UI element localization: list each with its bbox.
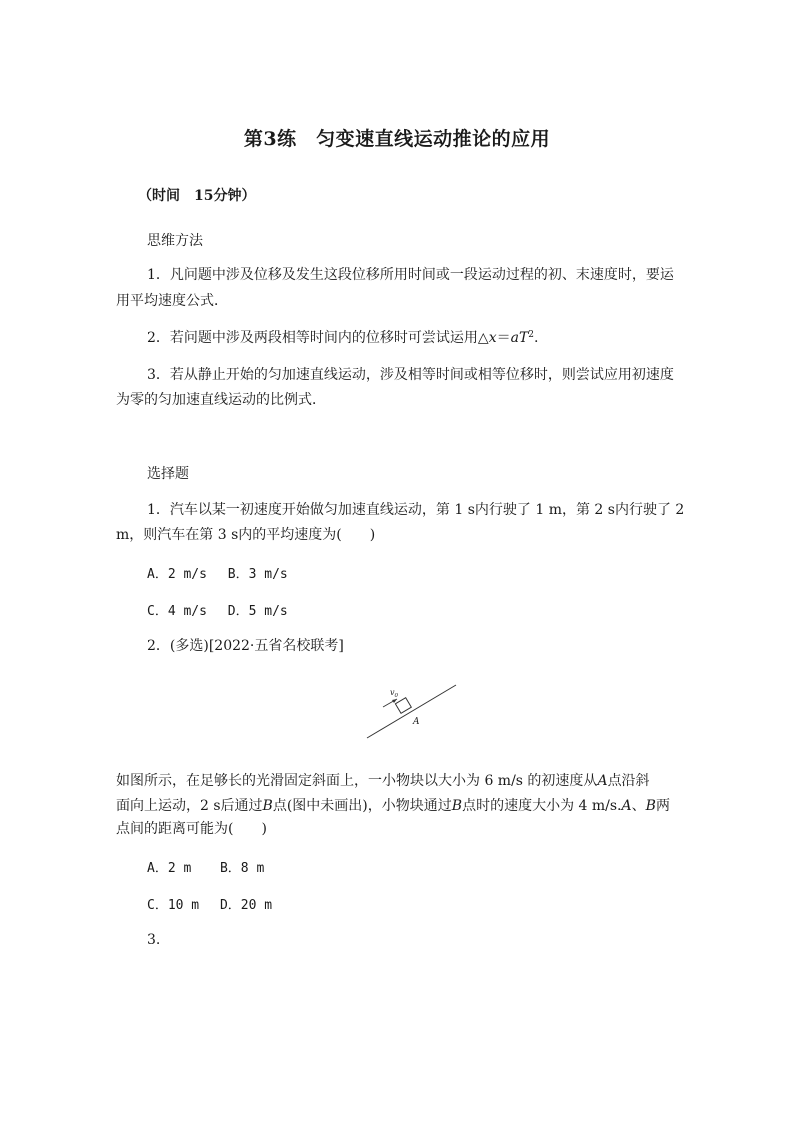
incline-line (367, 685, 456, 738)
formula-end: . (534, 330, 539, 346)
q1-line-2: m，则汽车在第 3 s内的平均速度为( ) (116, 527, 376, 543)
formula-aT: aT (510, 330, 529, 346)
method-item-2-text: 2．若问题中涉及两段相等时间内的位移时可尝试运用△ (147, 330, 489, 346)
formula-sup: 2 (528, 330, 535, 340)
arrow-head (392, 699, 397, 703)
q3-number: 3. (147, 932, 161, 948)
methods-heading: 思维方法 (147, 233, 203, 249)
method-item-1-line-2: 用平均速度公式． (116, 293, 228, 309)
block (395, 698, 411, 714)
method-item-3-line-2: 为零的匀加速直线运动的比例式． (116, 392, 326, 408)
q1-line-1: 1．汽车以某一初速度开始做匀加速直线运动，第 1 s内行驶了 1 m，第 2 s内行驶了 2 (147, 502, 685, 518)
q2-header: 2．(多选)[2022·五省名校联考] (147, 638, 344, 654)
page-title: 第3练 匀变速直线运动推论的应用 (243, 128, 551, 150)
choice-heading: 选择题 (147, 466, 189, 482)
q2-line-3: 点间的距离可能为( ) (116, 821, 267, 837)
formula-x: x (488, 330, 497, 346)
q2-line-1: 如图所示，在足够长的光滑固定斜面上，一小物块以大小为 6 m/s 的初速度从A点沿斜 (116, 773, 650, 789)
point-a-label: A (413, 717, 420, 727)
q1-options-ab: A．2 m/s B．3 m/s (147, 567, 288, 582)
q2-options-ab: A．2 m B．8 m (147, 861, 265, 876)
formula-eq: ＝ (496, 330, 511, 346)
q1-options-cd: C．4 m/s D．5 m/s (147, 604, 288, 619)
incline-figure (360, 680, 464, 744)
v0-label: $v_0$ (390, 688, 399, 699)
method-item-3-line-1: 3．若从静止开始的匀加速直线运动，涉及相等时间或相等位移时，则尝试应用初速度 (147, 367, 674, 383)
time-limit-note: （时间 15分钟） (138, 188, 256, 204)
method-item-1-line-1: 1．凡问题中涉及位移及发生这段位移所用时间或一段运动过程的初、末速度时，要运 (147, 267, 674, 283)
method-item-2 (147, 328, 538, 348)
q2-line-2: 面向上运动，2 s后通过B点(图中未画出)，小物块通过B点时的速度大小为 4 m/s.A、B两 (116, 798, 670, 814)
q2-options-cd: C．10 m D．20 m (147, 898, 273, 913)
